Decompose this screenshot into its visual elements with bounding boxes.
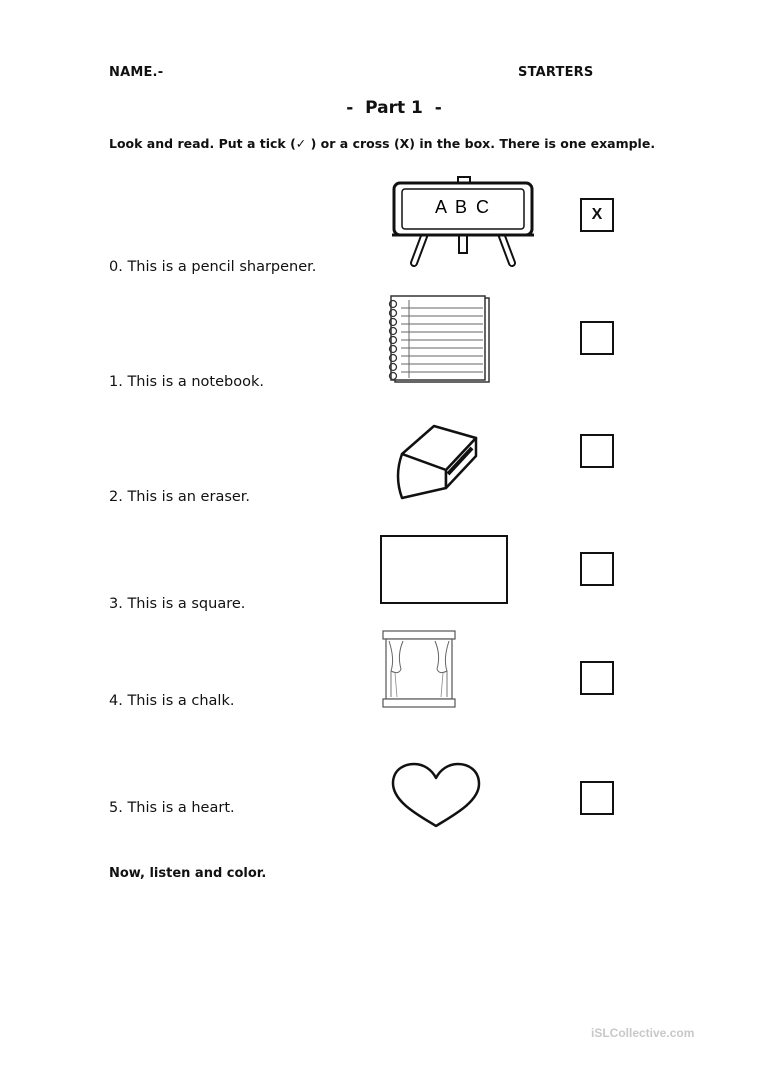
footer-instruction: Now, listen and color. [109, 866, 267, 881]
item-0-text: 0. This is a pencil sharpener. [109, 259, 317, 275]
answer-box-5[interactable] [580, 781, 614, 815]
answer-box-3[interactable] [580, 552, 614, 586]
answer-box-4[interactable] [580, 661, 614, 695]
name-label: NAME.- [109, 65, 164, 80]
item-4-text: 4. This is a chalk. [109, 693, 235, 709]
answer-box-2[interactable] [580, 434, 614, 468]
page-title: - Part 1 - [346, 98, 442, 118]
item-1-text: 1. This is a notebook. [109, 374, 264, 390]
notebook-picture [385, 294, 493, 386]
watermark-text: iSLCollective.com [591, 1026, 695, 1040]
item-2-text: 2. This is an eraser. [109, 489, 251, 505]
chalkboard-picture [388, 175, 538, 267]
chalkboard-letters: A B C [434, 197, 492, 217]
answer-box-0[interactable]: X [580, 198, 614, 232]
instructions: Look and read. Put a tick (✓ ) or a cross (X) in the box. There is one example. [109, 136, 656, 151]
level-label: STARTERS [518, 65, 594, 80]
heart-picture [390, 762, 482, 830]
answer-box-1[interactable] [580, 321, 614, 355]
item-5-text: 5. This is a heart. [109, 800, 235, 816]
eraser-picture [390, 418, 482, 504]
window-picture [381, 629, 457, 711]
item-3-text: 3. This is a square. [109, 596, 246, 612]
rectangle-picture [380, 535, 508, 604]
